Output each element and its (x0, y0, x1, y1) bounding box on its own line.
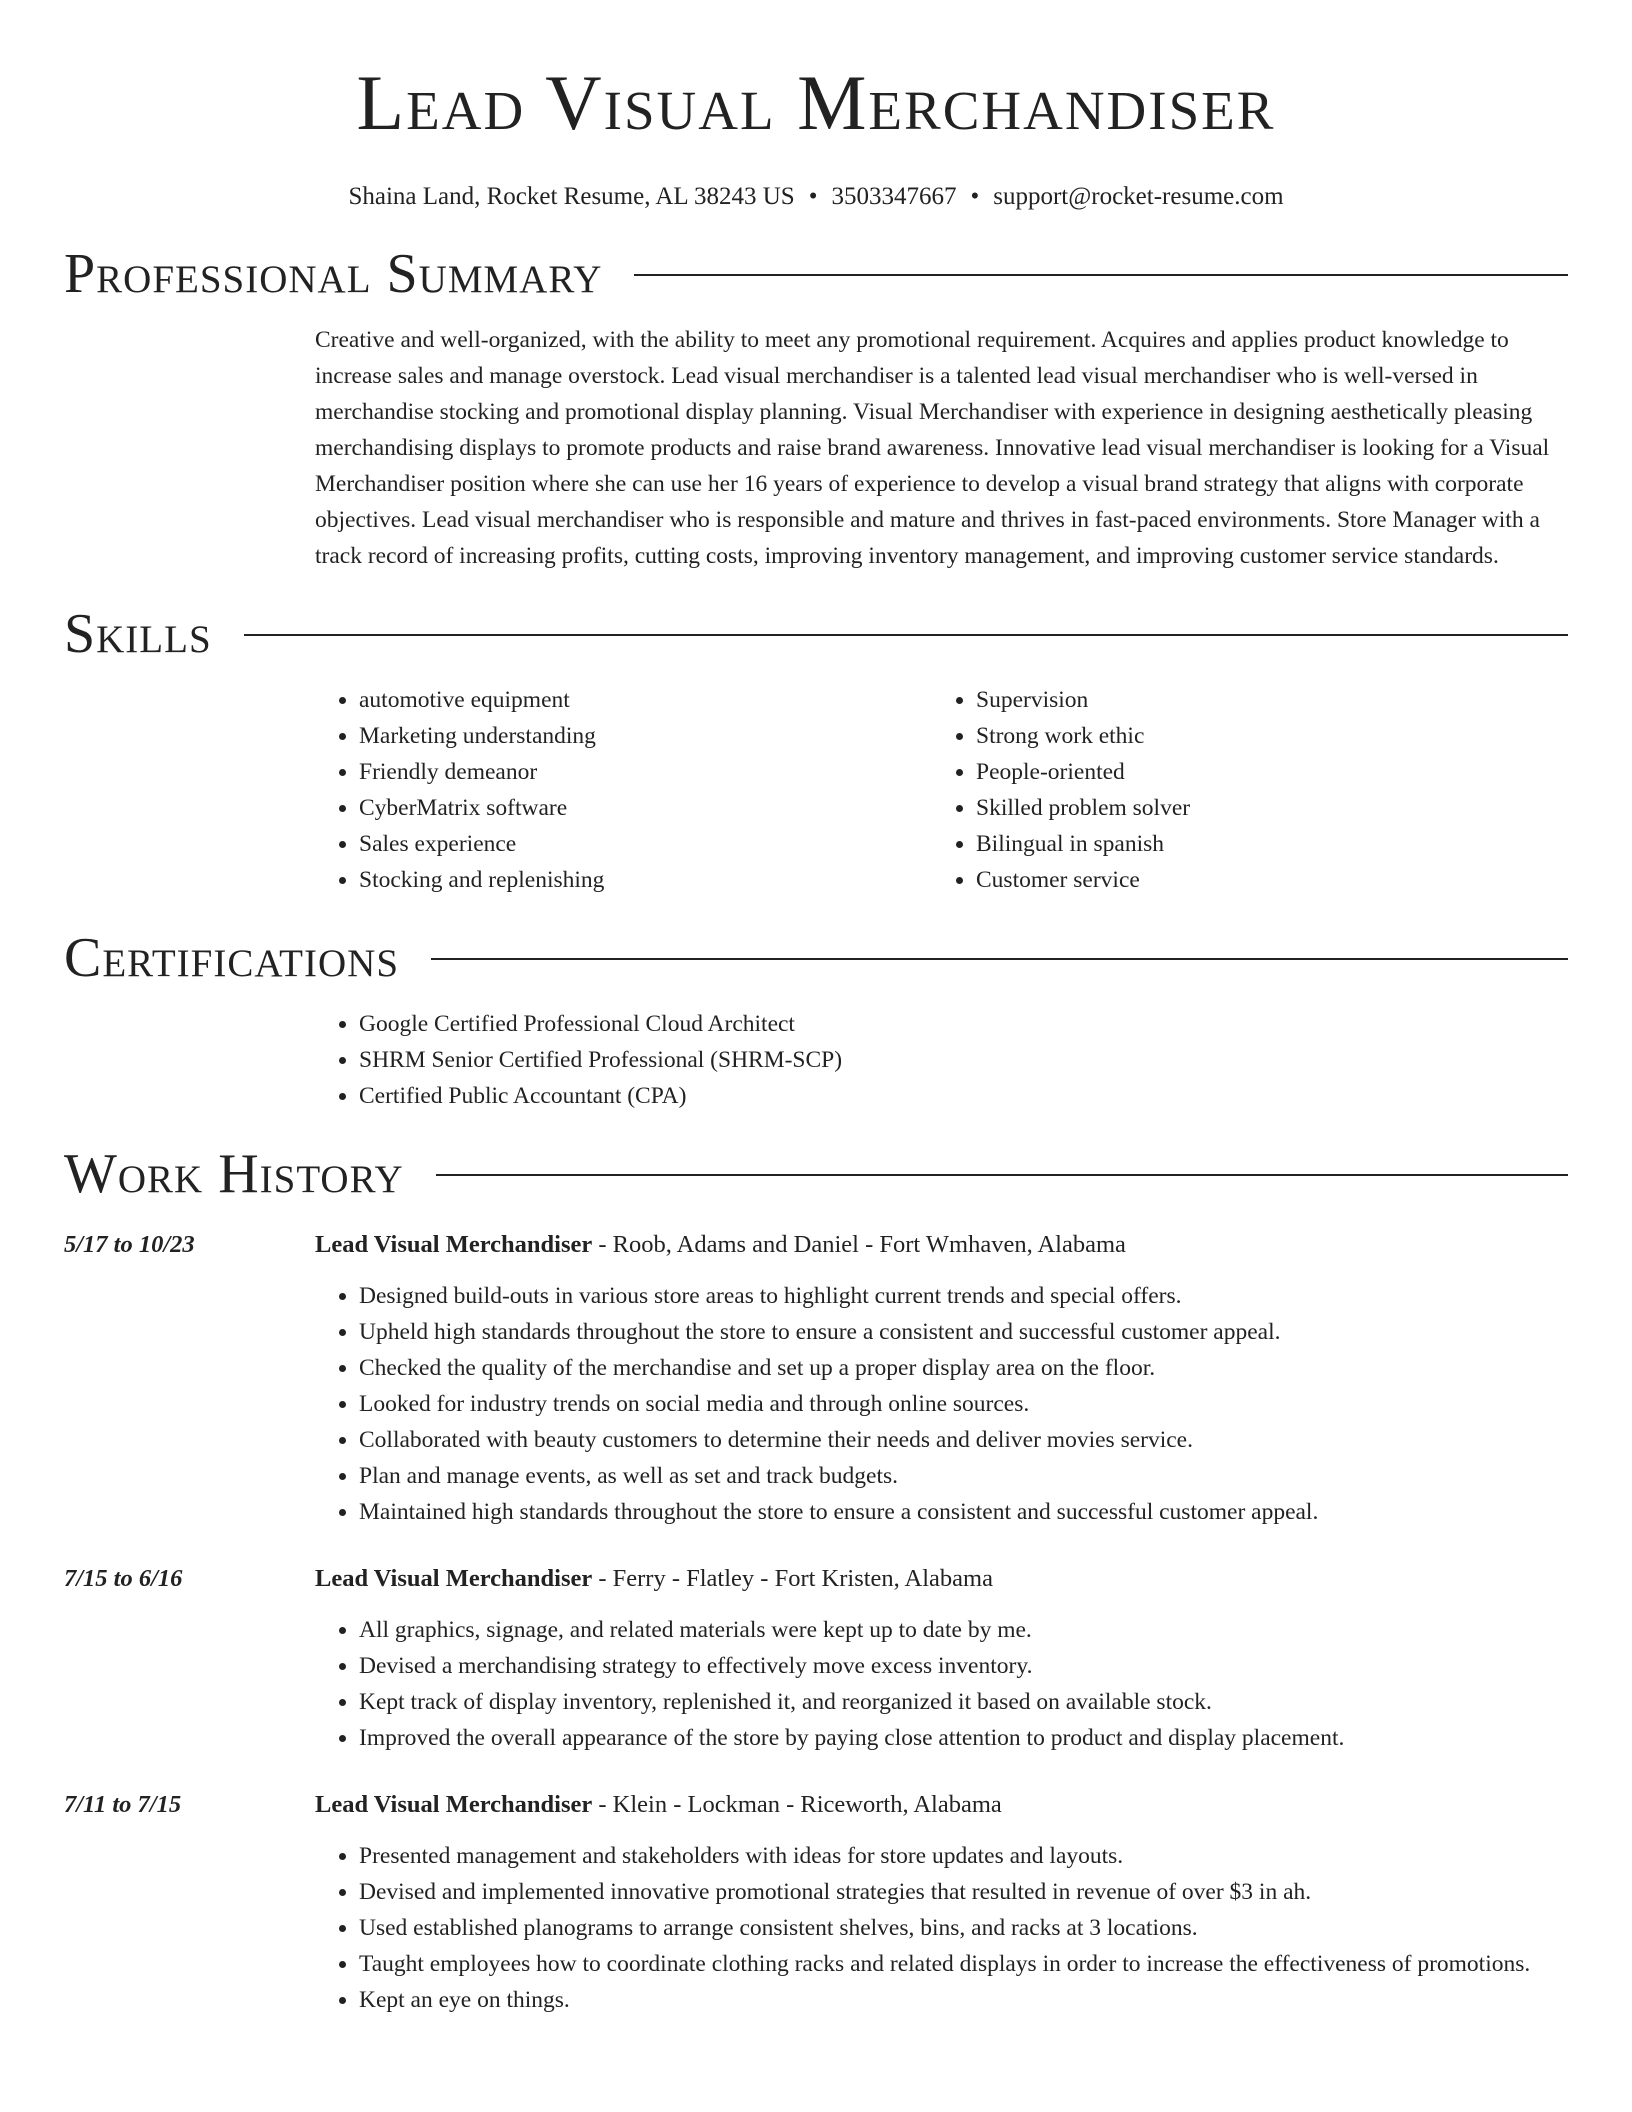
skills-section-title: Skills (64, 603, 212, 665)
section-divider (634, 274, 1568, 276)
summary-section (64, 242, 1568, 574)
job-bullets (315, 1838, 1568, 2018)
skill-item: • People-oriented (976, 754, 1549, 790)
job-bullet: • Devised a merchandising strategy to effectively move excess inventory. (359, 1648, 1568, 1684)
job-title: Lead Visual Merchandiser (315, 1565, 593, 1592)
job-bullet: • All graphics, signage, and related materials were kept up to date by me. (359, 1612, 1568, 1648)
contact-separator: • (808, 183, 818, 210)
skills-grid (315, 682, 1568, 898)
certification-item: • SHRM Senior Certified Professional (SHRM-SCP) (359, 1042, 1568, 1078)
job-bullet: • Designed build-outs in various store areas to highlight current trends and special offers. (359, 1278, 1568, 1314)
job-bullet: • Upheld high standards throughout the store to ensure a consistent and successful customer appeal. (359, 1314, 1568, 1350)
skill-item: • Stocking and replenishing (359, 862, 932, 898)
summary-text: Creative and well-organized, with the ability to meet any promotional requirement. Acquires and applies product knowledge to increase sales and manage overstock. Lead visual merchandiser is a talented lead visual merchandiser who is well-versed in merchandise stocking and promotional display planning. Visual Merchandiser with experience in designing aesthetically pleasing merchandising displays to promote products and raise brand awareness. Innovative lead visual merchandiser is looking for a Visual Merchandiser position where she can use her 16 years of experience to develop a visual brand strategy that aligns with corporate objectives. Lead visual merchandiser who is responsible and mature and thrives in fast-paced environments. Store Manager with a track record of increasing profits, cutting costs, improving inventory management, and improving customer service standards. (315, 327, 1550, 569)
job-bullet-list (315, 1838, 1568, 2018)
skills-list-left (315, 682, 932, 898)
job-bullets (315, 1612, 1568, 1756)
skill-item: • Marketing understanding (359, 718, 932, 754)
job-dates: 7/11 to 7/15 (64, 1791, 182, 1818)
job-entry (64, 1562, 1568, 1756)
skill-item: • Strong work ethic (976, 718, 1549, 754)
job-bullet: • Improved the overall appearance of the store by paying close attention to product and display placement. (359, 1720, 1568, 1756)
contact-separator: • (970, 183, 980, 210)
job-header (64, 1228, 1568, 1262)
skills-section-header (64, 602, 1568, 666)
job-bullet: • Taught employees how to coordinate clothing racks and related displays in order to increase the effectiveness of promotions. (359, 1946, 1568, 1982)
job-details: - Ferry - Flatley - Fort Kristen, Alabama (592, 1565, 993, 1592)
contact-email: support@rocket-resume.com (993, 183, 1284, 210)
certification-item: • Certified Public Accountant (CPA) (359, 1078, 1568, 1114)
work-history-section (64, 1142, 1568, 2018)
section-divider (431, 958, 1568, 960)
job-bullet: • Kept track of display inventory, replenished it, and reorganized it based on available stock. (359, 1684, 1568, 1720)
job-bullet: • Maintained high standards throughout the store to ensure a consistent and successful customer appeal. (359, 1494, 1568, 1530)
skill-item: • Friendly demeanor (359, 754, 932, 790)
job-bullet-list (315, 1278, 1568, 1530)
skill-item: • Bilingual in spanish (976, 826, 1549, 862)
skills-column-left (315, 682, 932, 898)
skill-item: • Sales experience (359, 826, 932, 862)
job-bullet: • Collaborated with beauty customers to determine their needs and deliver movies service. (359, 1422, 1568, 1458)
job-title-line (315, 1562, 1568, 1596)
certifications-list (315, 1006, 1568, 1114)
job-details: - Roob, Adams and Daniel - Fort Wmhaven, Alabama (592, 1231, 1126, 1258)
job-dates: 5/17 to 10/23 (64, 1231, 195, 1258)
contact-phone: 3503347667 (831, 183, 957, 210)
job-entry (64, 1788, 1568, 2018)
job-title: Lead Visual Merchandiser (315, 1231, 593, 1258)
certification-item: • Google Certified Professional Cloud Architect (359, 1006, 1568, 1042)
job-bullet: • Devised and implemented innovative promotional strategies that resulted in revenue of over $3 in ah. (359, 1874, 1568, 1910)
job-header (64, 1562, 1568, 1596)
job-bullet: • Plan and manage events, as well as set and track budgets. (359, 1458, 1568, 1494)
job-bullet: • Used established planograms to arrange consistent shelves, bins, and racks at 3 locations. (359, 1910, 1568, 1946)
job-dates: 7/15 to 6/16 (64, 1565, 183, 1592)
summary-body (315, 322, 1568, 574)
skills-list-right (932, 682, 1549, 898)
job-title-line (315, 1228, 1568, 1262)
job-bullet-list (315, 1612, 1568, 1756)
skill-item: • CyberMatrix software (359, 790, 932, 826)
skill-item: • automotive equipment (359, 682, 932, 718)
job-bullets (315, 1278, 1568, 1530)
contact-line (64, 182, 1568, 212)
work-history-section-header (64, 1142, 1568, 1206)
work-history-section-title: Work History (64, 1143, 404, 1205)
summary-section-header (64, 242, 1568, 306)
certifications-section-title: Certifications (64, 927, 400, 989)
skill-item: • Skilled problem solver (976, 790, 1549, 826)
certifications-section (64, 926, 1568, 1114)
section-divider (436, 1174, 1568, 1176)
job-entry (64, 1228, 1568, 1530)
job-header (64, 1788, 1568, 1822)
certifications-body (315, 1006, 1568, 1114)
contact-address: Shaina Land, Rocket Resume, AL 38243 US (348, 183, 795, 210)
job-title: Lead Visual Merchandiser (315, 1791, 593, 1818)
job-bullet: • Presented management and stakeholders with ideas for store updates and layouts. (359, 1838, 1568, 1874)
summary-section-title: Professional Summary (64, 243, 603, 305)
resume-page (64, 0, 1568, 2018)
job-bullet: • Kept an eye on things. (359, 1982, 1568, 2018)
skills-column-right (932, 682, 1549, 898)
job-bullet: • Looked for industry trends on social media and through online sources. (359, 1386, 1568, 1422)
section-divider (244, 634, 1568, 636)
job-title-line (315, 1788, 1568, 1822)
resume-name-heading: Lead Visual Merchandiser (356, 59, 1276, 146)
skill-item: • Supervision (976, 682, 1549, 718)
job-bullet: • Checked the quality of the merchandise and set up a proper display area on the floor. (359, 1350, 1568, 1386)
skills-section (64, 602, 1568, 898)
job-details: - Klein - Lockman - Riceworth, Alabama (592, 1791, 1002, 1818)
certifications-section-header (64, 926, 1568, 990)
skill-item: • Customer service (976, 862, 1549, 898)
